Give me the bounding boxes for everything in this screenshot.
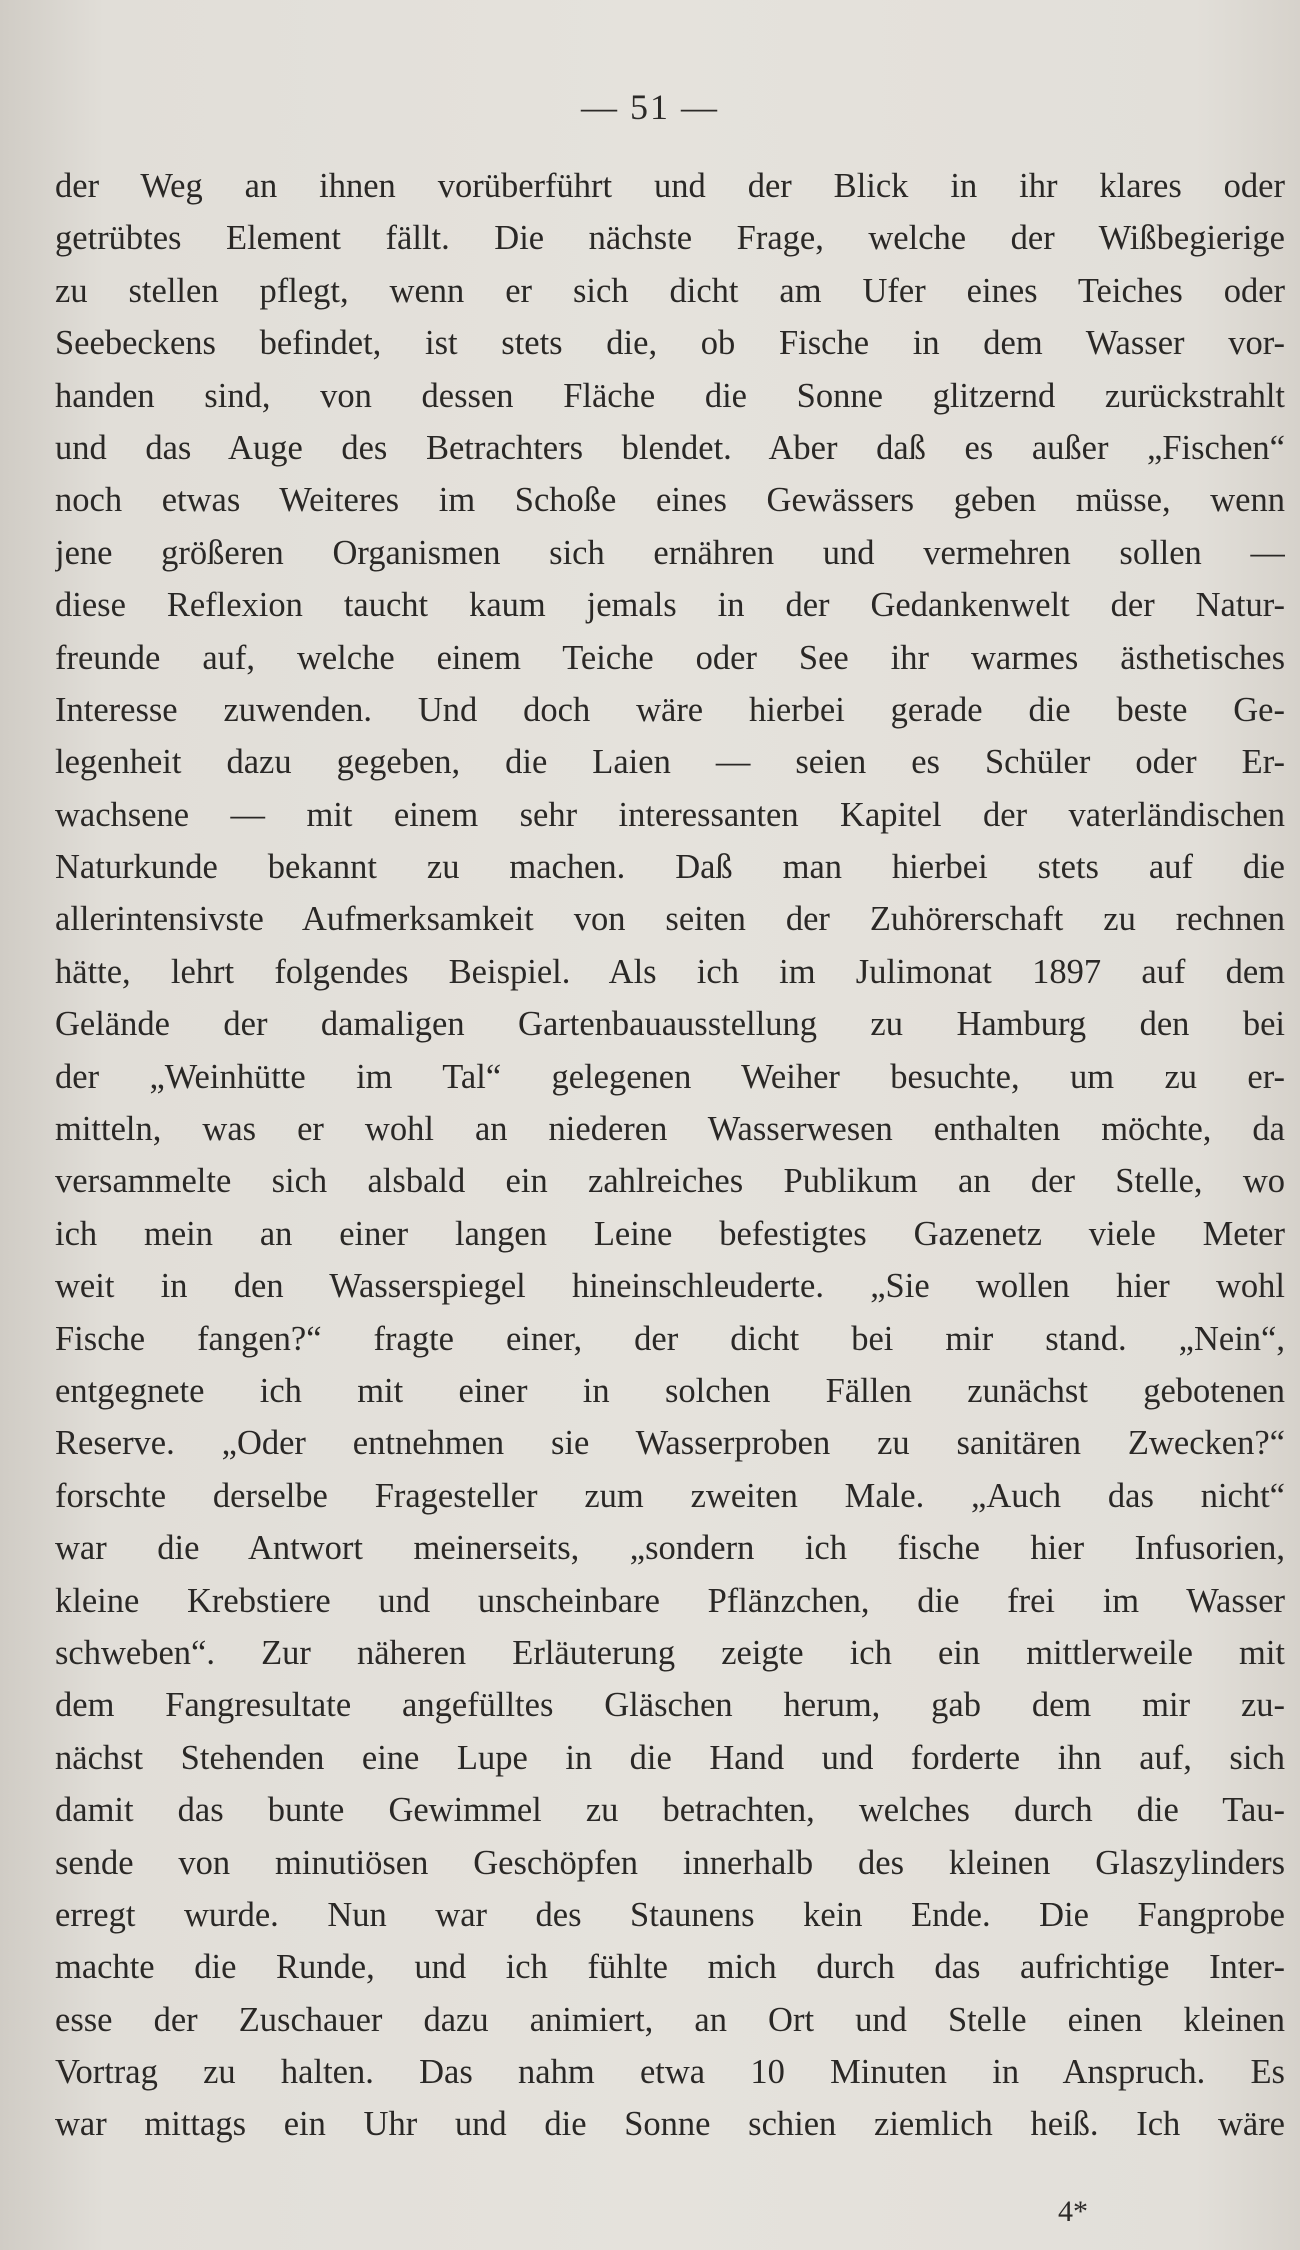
text-line: erregt wurde. Nun war des Staunens kein Ende. Die Fangprobe [55, 1895, 1285, 1934]
body-text [55, 160, 1285, 2151]
text-line: ich mein an einer langen Leine befestigtes Gazenetz viele Meter [55, 1214, 1285, 1253]
text-line: legenheit dazu gegeben, die Laien — seien es Schüler oder Er- [55, 743, 1285, 782]
text-line: damit das bunte Gewimmel zu betrachten, welches durch die Tau- [55, 1791, 1285, 1830]
text-line: zu stellen pflegt, wenn er sich dicht am Ufer eines Teiches oder [55, 271, 1285, 310]
text-line: jene größeren Organismen sich ernähren und vermehren sollen — [55, 533, 1285, 572]
text-line: versammelte sich alsbald ein zahlreiches Publikum an der Stelle, wo [55, 1162, 1285, 1201]
text-line: der Weg an ihnen vorüberführt und der Blick in ihr klares oder [55, 167, 1285, 205]
text-line: Vortrag zu halten. Das nahm etwa 10 Minuten in Anspruch. Es [55, 2053, 1285, 2092]
text-line: noch etwas Weiteres im Schoße eines Gewässers geben müsse, wenn [55, 481, 1285, 520]
text-line: diese Reflexion taucht kaum jemals in der Gedankenwelt der Natur- [55, 586, 1285, 625]
text-line: Reserve. „Oder entnehmen sie Wasserproben zu sanitären Zwecken?“ [55, 1424, 1285, 1463]
text-line: machte die Runde, und ich fühlte mich durch das aufrichtige Inter- [55, 1948, 1285, 1987]
text-line: allerintensivste Aufmerksamkeit von seiten der Zuhörerschaft zu rechnen [55, 900, 1285, 939]
page-number-header: — 51 — [581, 87, 719, 127]
text-line: entgegnete ich mit einer in solchen Fällen zunächst gebotenen [55, 1371, 1285, 1410]
text-line: getrübtes Element fällt. Die nächste Frage, welche der Wißbegierige [55, 219, 1285, 258]
text-line: mitteln, was er wohl an niederen Wasserwesen enthalten möchte, da [55, 1110, 1285, 1149]
text-line: der „Weinhütte im Tal“ gelegenen Weiher besuchte, um zu er- [55, 1057, 1285, 1096]
text-line: handen sind, von dessen Fläche die Sonne glitzernd zurückstrahlt [55, 376, 1285, 415]
text-line: nächst Stehenden eine Lupe in die Hand und forderte ihn auf, sich [55, 1738, 1285, 1777]
text-line: kleine Krebstiere und unscheinbare Pflänzchen, die frei im Wasser [55, 1581, 1285, 1620]
text-line: wachsene — mit einem sehr interessanten Kapitel der vaterländischen [55, 795, 1285, 834]
text-line: Seebeckens befindet, ist stets die, ob Fische in dem Wasser vor- [55, 324, 1285, 363]
text-line: weit in den Wasserspiegel hineinschleuderte. „Sie wollen hier wohl [55, 1267, 1285, 1306]
text-line: Interesse zuwenden. Und doch wäre hierbei gerade die beste Ge- [55, 690, 1285, 729]
text-line: esse der Zuschauer dazu animiert, an Ort und Stelle einen kleinen [55, 2000, 1285, 2039]
text-line: schweben“. Zur näheren Erläuterung zeigte ich ein mittlerweile mit [55, 1633, 1285, 1672]
signature-mark: 4* [1058, 2195, 1088, 2228]
text-line: Naturkunde bekannt zu machen. Daß man hierbei stets auf die [55, 848, 1285, 887]
text-line: freunde auf, welche einem Teiche oder See ihr warmes ästhetisches [55, 638, 1285, 677]
text-line: Fische fangen?“ fragte einer, der dicht bei mir stand. „Nein“, [55, 1319, 1285, 1358]
text-line: dem Fangresultate angefülltes Gläschen herum, gab dem mir zu- [55, 1686, 1285, 1725]
text-line: forschte derselbe Fragesteller zum zweiten Male. „Auch das nicht“ [55, 1476, 1285, 1515]
text-line: hätte, lehrt folgendes Beispiel. Als ich im Julimonat 1897 auf dem [55, 952, 1285, 991]
text-line: sende von minutiösen Geschöpfen innerhalb des kleinen Glaszylinders [55, 1843, 1285, 1882]
text-line: war mittags ein Uhr und die Sonne schien ziemlich heiß. Ich wäre [55, 2105, 1285, 2144]
text-line: war die Antwort meinerseits, „sondern ich fische hier Infusorien, [55, 1529, 1285, 1568]
text-line: Gelände der damaligen Gartenbauausstellung zu Hamburg den bei [55, 1005, 1285, 1044]
text-line: und das Auge des Betrachters blendet. Aber daß es außer „Fischen“ [55, 428, 1285, 467]
